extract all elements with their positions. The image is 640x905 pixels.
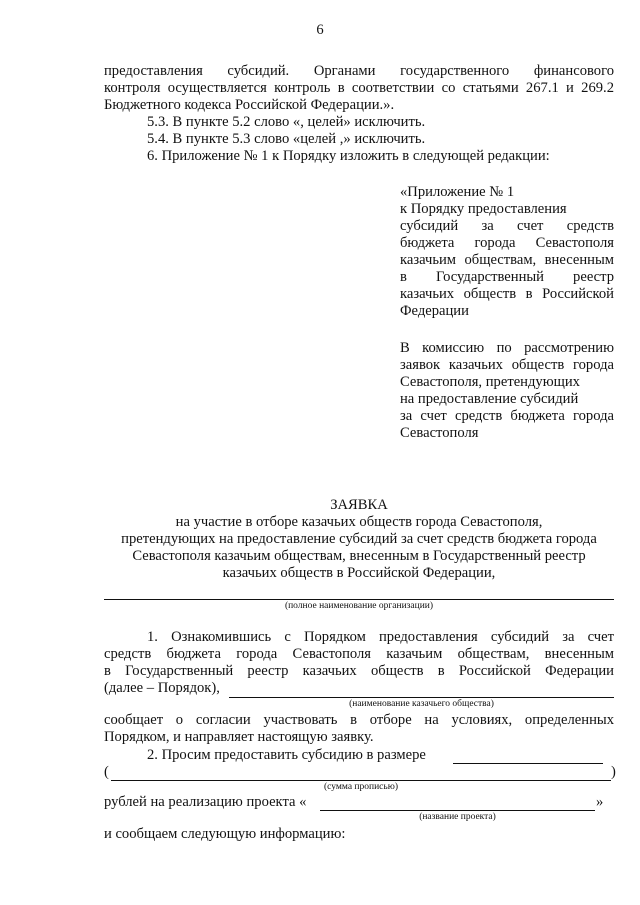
org-name-caption: (полное наименование организации) (284, 601, 434, 611)
para1-line: 1. Ознакомившись с Порядком предоставления субсидий за счет (147, 629, 614, 645)
org-name-line[interactable] (104, 599, 614, 600)
item-5-4: 5.4. В пункте 5.3 слово «целей ,» исключить. (147, 131, 426, 147)
para1-line: Порядком, и направляет настоящую заявку. (104, 729, 374, 745)
project-caption: (название проекта) (419, 812, 496, 822)
application-subtitle: Севастополя казачьим обществам, внесенным в Государственный реестр (132, 548, 586, 564)
para1-line: средств бюджета города Севастополя казачьим обществам, внесенным (104, 646, 614, 662)
appendix-line: казачьим обществам, внесенным (400, 252, 614, 268)
appendix-line: казачьих обществ в Российской (400, 286, 614, 302)
page-number: 6 (316, 22, 324, 38)
para1-line: сообщает о согласии участвовать в отборе на условиях, определенных (104, 712, 614, 728)
intro-line: контроля осуществляется контроль в соответствии со статьями 267.1 и 269.2 (104, 80, 614, 96)
intro-line: предоставления субсидий. Органами государственного финансового (104, 63, 614, 79)
application-subtitle: казачьих обществ в Российской Федерации, (222, 565, 496, 581)
cossack-society-name-line[interactable] (229, 697, 614, 698)
appendix-line: «Приложение № 1 (400, 184, 515, 200)
addressee-line: за счет средств бюджета города (400, 408, 614, 424)
appendix-line: бюджета города Севастополя (400, 235, 614, 251)
open-paren: ( (104, 764, 109, 780)
item-6: 6. Приложение № 1 к Порядку изложить в следующей редакции: (147, 148, 550, 164)
close-quote: » (596, 794, 604, 810)
subsidy-amount-line[interactable] (453, 763, 603, 764)
appendix-line: субсидий за счет средств (400, 218, 614, 234)
addressee-line: на предоставление субсидий (400, 391, 579, 407)
cossack-society-caption: (наименование казачьего общества) (349, 699, 494, 709)
application-subtitle: на участие в отборе казачьих обществ города Севастополя, (175, 514, 543, 530)
addressee-line: Севастополя (400, 425, 479, 441)
rubles-text: рублей на реализацию проекта « (104, 794, 307, 810)
addressee-line: заявок казачьих обществ города (400, 357, 614, 373)
intro-line: Бюджетного кодекса Российской Федерации.». (104, 97, 395, 113)
addressee-line: Севастополя, претендующих (400, 374, 580, 390)
application-title: ЗАЯВКА (330, 497, 388, 513)
project-name-line[interactable] (320, 810, 595, 811)
application-subtitle: претендующих на предоставление субсидий за счет средств бюджета города (121, 531, 597, 547)
sum-in-words-line[interactable] (111, 780, 611, 781)
para1-line: (далее – Порядок), (104, 680, 220, 696)
info-line: и сообщаем следующую информацию: (104, 826, 346, 842)
addressee-line: В комиссию по рассмотрению (400, 340, 614, 356)
item-5-3: 5.3. В пункте 5.2 слово «, целей» исключить. (147, 114, 426, 130)
appendix-line: Федерации (400, 303, 469, 319)
appendix-line: в Государственный реестр (400, 269, 614, 285)
para2-line: 2. Просим предоставить субсидию в размере (147, 747, 426, 763)
appendix-line: к Порядку предоставления (400, 201, 567, 217)
close-paren: ) (611, 764, 616, 780)
sum-caption: (сумма прописью) (324, 782, 398, 792)
para1-line: в Государственный реестр казачьих обществ в Российской Федерации (104, 663, 614, 679)
